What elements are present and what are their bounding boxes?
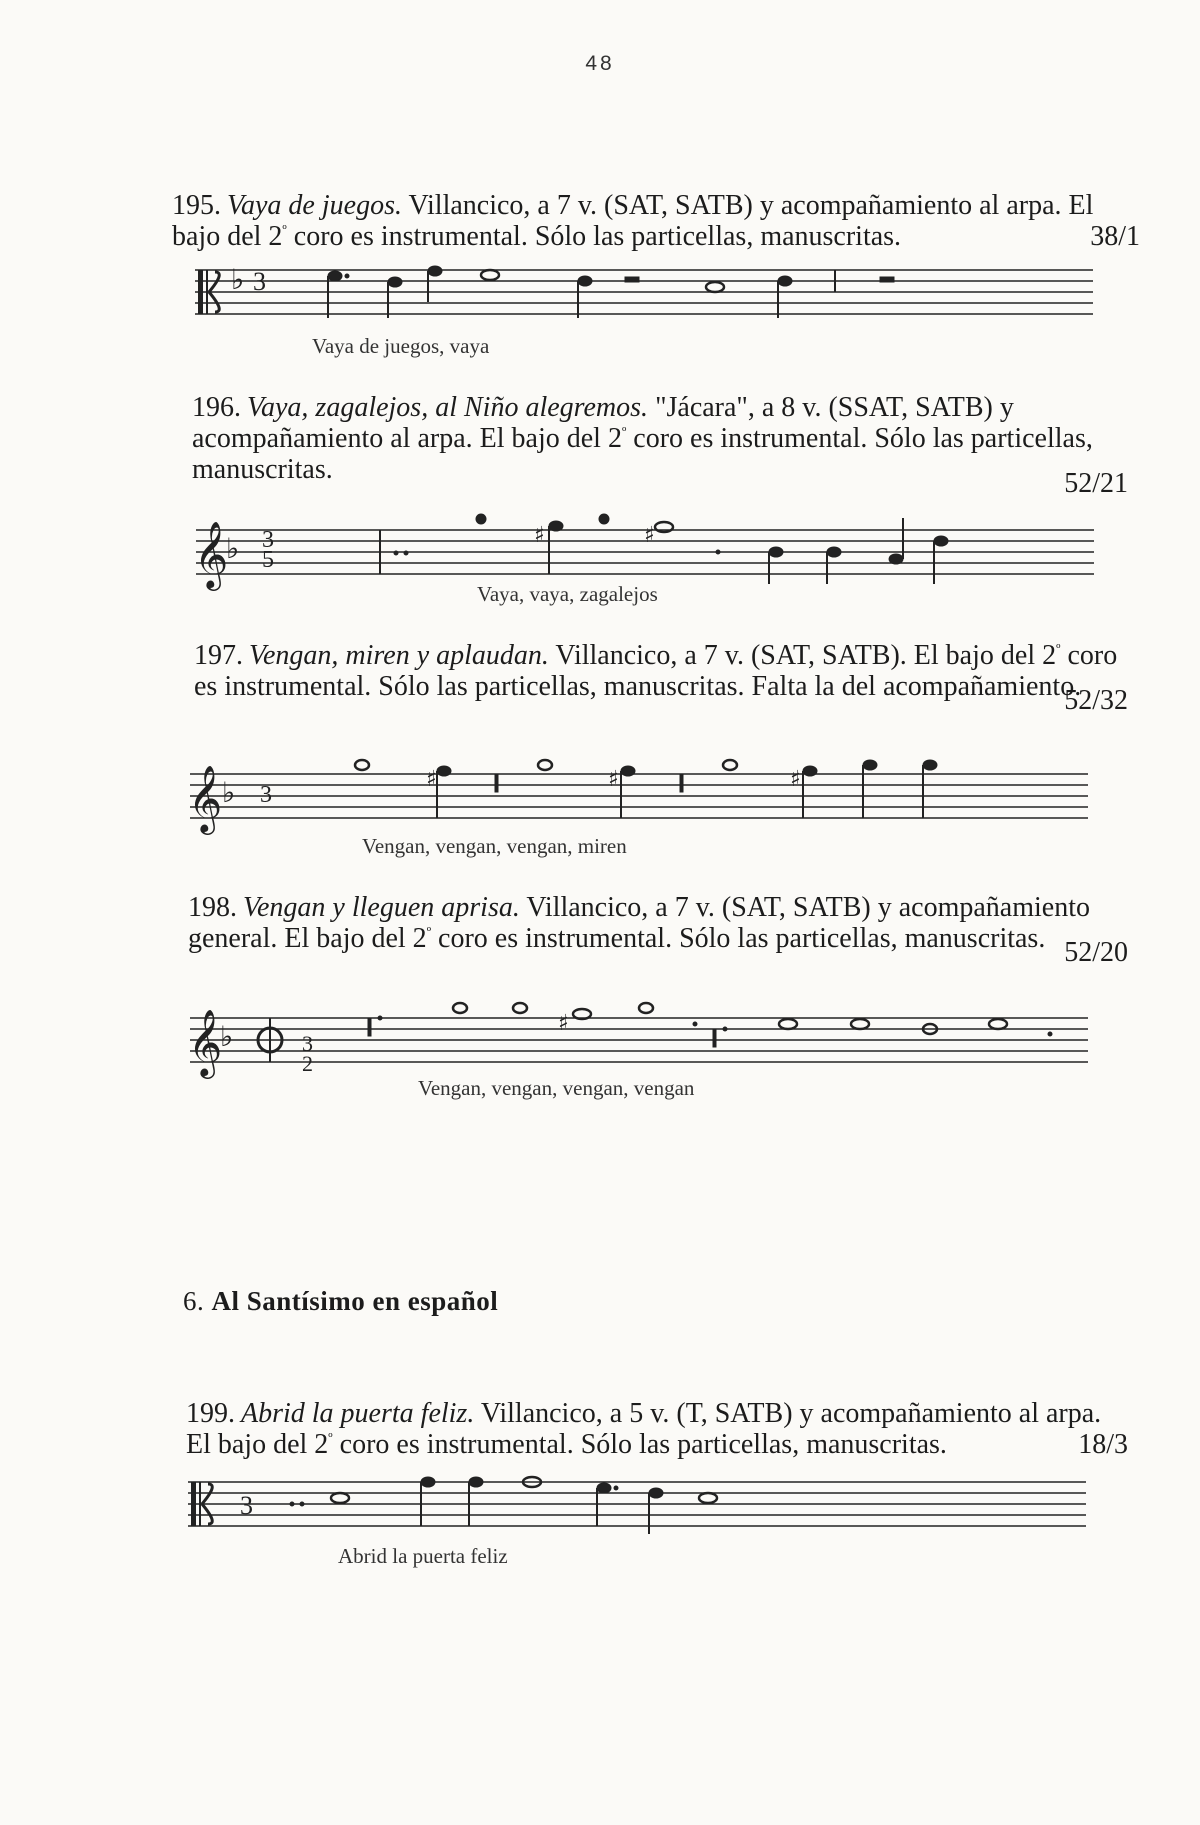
svg-text:♯: ♯ xyxy=(426,767,437,792)
staff-196 xyxy=(194,514,1096,588)
entry-title: Abrid la puerta feliz. xyxy=(241,1398,475,1429)
flat-icon: ♭ xyxy=(220,1020,234,1053)
time-signature: 3 2 xyxy=(302,1031,313,1076)
entry-text xyxy=(140,892,1128,954)
incipit-caption-198: Vengan, vengan, vengan, vengan xyxy=(418,1076,695,1100)
catalog-entry-198 xyxy=(140,892,1128,968)
entry-body: Villancico, a 5 v. (T, SATB) y acompañamiento al arpa. El bajo del $2^º$ coro es instrumental. Sólo las particellas, manuscritas. xyxy=(186,1398,1102,1460)
entry-number: 199. xyxy=(186,1398,235,1429)
svg-text:♯: ♯ xyxy=(644,523,655,548)
entry-body: Villancico, a 7 v. (SAT, SATB) y acompañamiento al arpa. El bajo del $2^º$ coro es instrumental. Sólo las particellas, manuscritas. xyxy=(172,190,1094,252)
staff-197 xyxy=(190,762,1090,832)
staff-199 xyxy=(188,1476,1088,1536)
staff-198 xyxy=(190,1004,1090,1074)
flat-icon: ♭ xyxy=(222,776,236,809)
staff-195 xyxy=(195,262,1095,322)
svg-text:♯: ♯ xyxy=(558,1011,569,1036)
entry-body: "Jácara", a 8 v. (SSAT, SATB) y acompañamiento al arpa. El bajo del $2^º$ coro es instrumental. Sólo las particellas, manuscritas. xyxy=(192,392,1093,485)
entry-body: Villancico, a 7 v. (SAT, SATB). El bajo del $2^º$ coro es instrumental. Sólo las particellas, manuscritas. Falta la del acompañamiento. xyxy=(194,640,1118,702)
entry-number: 196. xyxy=(192,392,241,423)
svg-text:♯: ♯ xyxy=(534,523,545,548)
call-number: 52/21 xyxy=(1064,468,1128,499)
time-signature: 3 5 xyxy=(262,527,274,573)
music-incipit-198 xyxy=(190,1004,1090,1074)
section-name: Al Santísimo en español xyxy=(211,1286,499,1316)
call-number: 52/20 xyxy=(1064,937,1128,968)
svg-text:♯: ♯ xyxy=(608,767,619,792)
entry-text xyxy=(130,392,1128,485)
entry-title: Vaya de juegos. xyxy=(227,190,402,221)
incipit-caption-197: Vengan, vengan, vengan, miren xyxy=(362,834,627,858)
incipit-caption-195: Vaya de juegos, vaya xyxy=(312,334,490,358)
entry-body: Villancico, a 7 v. (SAT, SATB) y acompañamiento general. El bajo del $2^º$ coro es instrumental. Sólo las particellas, manuscritas. xyxy=(188,892,1090,954)
entry-text xyxy=(172,190,1140,252)
entry-title: Vengan, miren y aplaudan. xyxy=(249,640,549,671)
entry-number: 197. xyxy=(194,640,243,671)
music-incipit-199 xyxy=(188,1476,1088,1536)
entry-title: Vengan y lleguen aprisa. xyxy=(243,892,520,923)
catalog-entry-197 xyxy=(130,640,1128,716)
time-signature: 3 xyxy=(240,1491,253,1520)
incipit-caption-199: Abrid la puerta feliz xyxy=(338,1544,508,1568)
music-incipit-197 xyxy=(190,762,1090,832)
entry-number: 198. xyxy=(188,892,237,923)
page-number: 48 xyxy=(585,52,615,75)
music-incipit-196 xyxy=(194,514,1096,588)
catalog-entry-199 xyxy=(114,1398,1128,1460)
catalog-entry-195 xyxy=(172,190,1140,252)
call-number: 52/32 xyxy=(1064,685,1128,716)
entry-title: Vaya, zagalejos, al Niño alegremos. xyxy=(247,392,649,423)
section-number: 6. xyxy=(183,1286,205,1316)
time-signature: 3 xyxy=(253,267,266,296)
incipit-caption-196: Vaya, vaya, zagalejos xyxy=(477,582,658,606)
time-signature: 3 xyxy=(260,782,272,808)
entry-number: 195. xyxy=(172,190,221,221)
catalog-entry-196 xyxy=(130,392,1128,499)
notes xyxy=(355,760,937,818)
music-incipit-195 xyxy=(195,262,1095,322)
call-number: 18/3 xyxy=(1078,1429,1128,1460)
svg-text:♯: ♯ xyxy=(790,767,801,792)
entry-text xyxy=(130,640,1128,702)
call-number: 38/1 xyxy=(1090,221,1140,252)
treble-clef-icon: 𝄞 xyxy=(188,764,223,832)
treble-clef-icon: 𝄞 xyxy=(194,520,229,588)
flat-icon: ♭ xyxy=(226,532,240,565)
treble-clef-icon: 𝄞 xyxy=(188,1008,223,1076)
section-heading xyxy=(183,1286,498,1317)
flat-icon: ♭ xyxy=(231,263,245,296)
entry-text xyxy=(114,1398,1128,1460)
